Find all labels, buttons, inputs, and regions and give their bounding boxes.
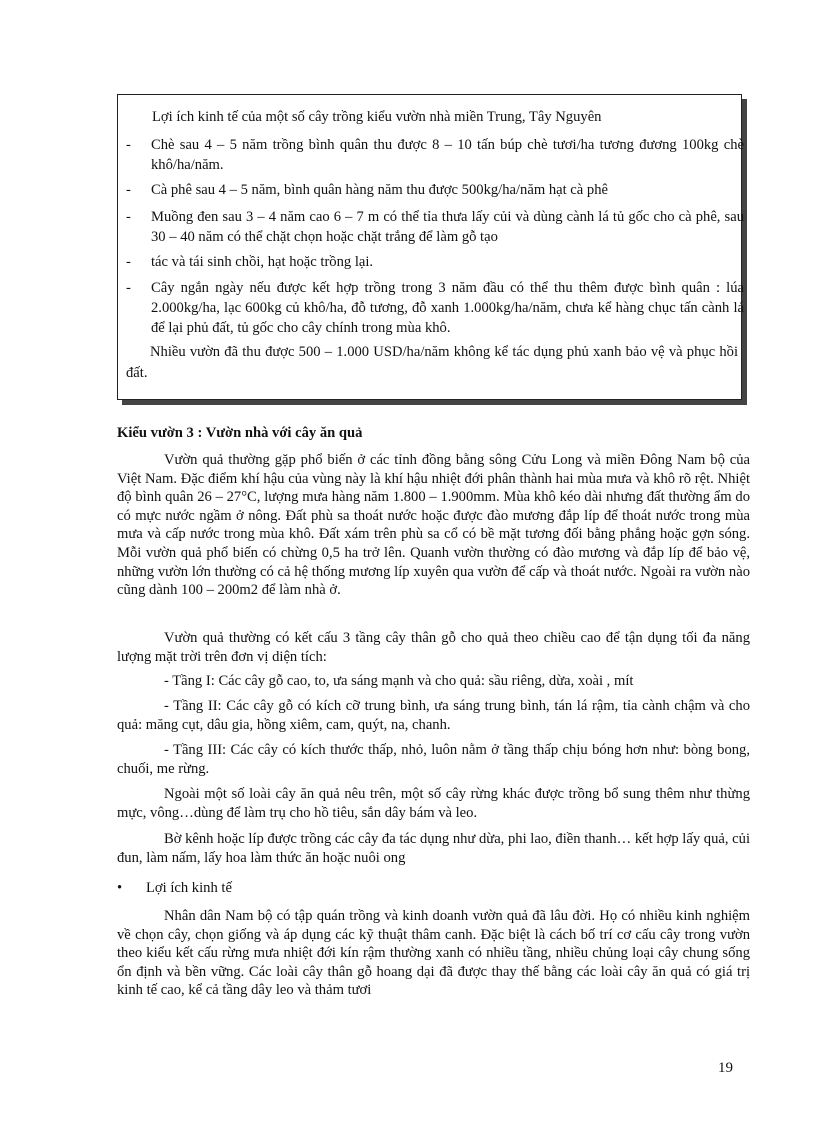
box-item-3	[126, 207, 744, 247]
paragraph-5: Nhân dân Nam bộ có tập quán trồng và kinh doanh vườn quả đã lâu đời. Họ có nhiều kinh nghiệm về chọn cây, chọn giống và áp dụng các kỹ thuật thâm canh. Đặc biệt là cách bố trí cơ cấu cây trong vườn theo kiểu kết cấu rừng mưa nhiệt đới kín rậm thường xanh có nhiều tầng, nhiều chủng loại cây chung sống ổn định và bền vững. Các loài cây thân gỗ hoang dại đã được thay thế bằng các loài cây ăn quả có giá trị kinh tế cao, kể cả tầng dây leo và thảm tươi	[117, 908, 750, 999]
layer-1-text: - Tầng I: Các cây gỗ cao, to, ưa sáng mạnh và cho quả: sầu riêng, dừa, xoài , mít	[164, 673, 634, 689]
box-item-text: Cà phê sau 4 – 5 năm, bình quân hàng năm thu được 500kg/ha/năm hạt cà phê	[151, 182, 608, 198]
paragraph-3: Ngoài một số loài cây ăn quả nêu trên, một số cây rừng khác được trồng bổ sung thêm như thừng mực, vông…dùng để làm trụ cho hồ tiêu, sắn dây bám và leo.	[117, 786, 750, 821]
bullet-icon: •	[117, 880, 123, 896]
paragraph-2: Vườn quả thường có kết cấu 3 tầng cây thân gỗ cho quả theo chiều cao để tận dụng tối đa năng lượng mặt trời trên đơn vị diện tích:	[117, 630, 750, 665]
box-item-dash: -	[126, 254, 131, 270]
info-box-frame	[117, 94, 742, 400]
page-number: 19	[718, 1060, 733, 1076]
layer-2-text: - Tầng II: Các cây gỗ có kích cỡ trung bình, ưa sáng trung bình, tán lá rậm, tỉa cành chậm và cho quả: măng cụt, dâu gia, hồng xiêm, cam, quýt, na, chanh.	[117, 698, 750, 733]
paragraph-1: Vườn quả thường gặp phổ biến ở các tỉnh đồng bằng sông Cửu Long và miền Đông Nam bộ của Việt Nam. Đặc điểm khí hậu của vùng này là khí hậu nhiệt đới phân thành hai mùa mưa và khô rõ rệt. Nhiệt độ bình quân 26 – 27°C, lượng mưa hàng năm 1.800 – 1.900mm. Mùa khô kéo dài nhưng đất thường ẩm do có mực nước ngầm ở nông. Đất phù sa thoát nước hoặc được đào mương đắp líp để thoát nước trong mùa mưa và cấp nước trong mùa khô. Đất xám trên phù sa cổ có bề mặt tương đối bằng phẳng hoặc gợn sóng. Mỗi vườn quả phổ biến có chừng 0,5 ha trở lên. Quanh vườn thường có đào mương và đắp líp để bảo vệ, những vườn lớn thường có cả hệ thống mương líp xuyên qua vườn để cấp và thoát nước. Ngoài ra vườn nào cũng dành 100 – 200m2 để làm nhà ở.	[117, 452, 750, 599]
box-item-text: Muồng đen sau 3 – 4 năm cao 6 – 7 m có thể tỉa thưa lấy củi và dùng cành lá tủ gốc cho cà phê, sau 30 – 40 năm có thể chặt chọn hoặc chặt trắng để làm gỗ tạo	[151, 209, 744, 245]
box-item-text: Chè sau 4 – 5 năm trồng bình quân thu được 8 – 10 tấn búp chè tươi/ha tương đương 100kg chè khô/ha/năm.	[151, 137, 744, 173]
section-heading: Kiểu vườn 3 : Vườn nhà với cây ăn quả	[117, 425, 363, 441]
box-item-5	[126, 278, 744, 338]
box-item-dash: -	[126, 137, 131, 153]
bullet-label: Lợi ích kinh tế	[146, 880, 232, 896]
info-box-title: Lợi ích kinh tế của một số cây trồng kiểu vườn nhà miền Trung, Tây Nguyên	[152, 109, 602, 125]
paragraph-4: Bờ kênh hoặc líp được trồng các cây đa tác dụng như dừa, phi lao, điền thanh… kết hợp lấy quả, củi đun, làm nấm, lấy hoa làm thức ăn hoặc nuôi ong	[117, 831, 750, 866]
box-item-text: tác và tái sinh chồi, hạt hoặc trồng lại.	[151, 254, 374, 270]
info-box	[117, 94, 748, 406]
box-item-dash: -	[126, 182, 131, 198]
box-item-dash: -	[126, 209, 131, 225]
box-item-text: Cây ngắn ngày nếu được kết hợp trồng trong 3 năm đầu có thể thu thêm được bình quân : lúa 2.000kg/ha, lạc 600kg củ khô/ha, đỗ tương, đỗ xanh 1.000kg/ha/năm, chưa kể hàng chục tấn cành lá để lại phủ đất, tủ gốc cho cây chính trong mùa khô.	[151, 280, 744, 336]
box-item-2	[126, 180, 744, 200]
layer-3-text: - Tầng III: Các cây có kích thước thấp, nhỏ, luôn nằm ở tầng thấp chịu bóng hơn như: bòng bong, chuối, me rừng.	[117, 742, 750, 777]
box-item-dash: -	[126, 280, 131, 296]
box-item-4	[126, 252, 744, 272]
box-closing-text: Nhiều vườn đã thu được 500 – 1.000 USD/ha/năm không kể tác dụng phủ xanh bảo vệ và phục hồi đất.	[126, 344, 738, 381]
box-item-1	[126, 135, 744, 175]
